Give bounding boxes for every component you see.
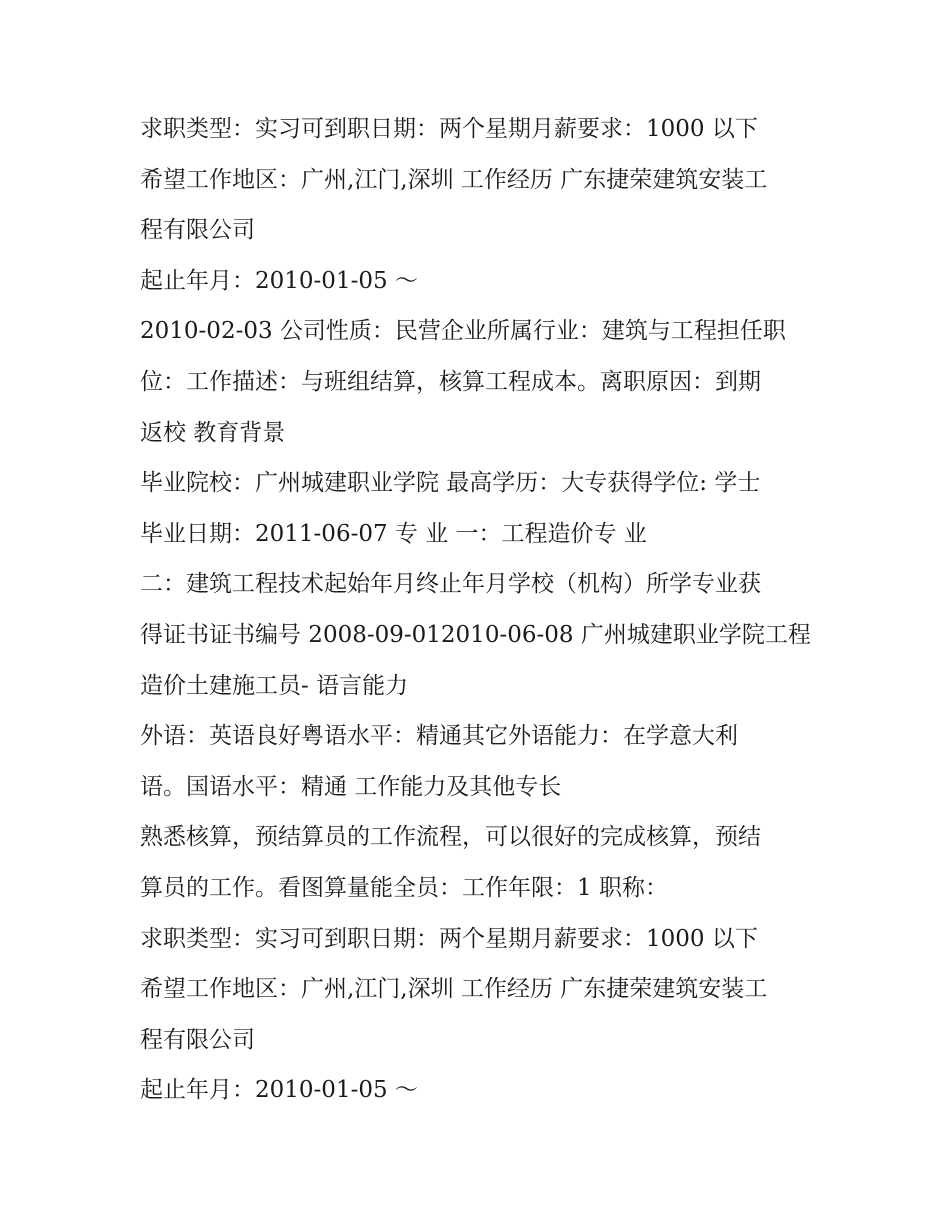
- text-line: 程有限公司: [140, 217, 255, 244]
- text-line: 起止年月：2010-01-05 ～: [140, 1077, 418, 1104]
- text-line: 得证书证书编号 2008-09-012010-06-08 广州城建职业学院工程: [140, 621, 811, 648]
- text-line: 位：工作描述：与班组结算，核算工程成本。离职原因：到期: [140, 368, 761, 395]
- text-line: 二：建筑工程技术起始年月终止年月学校（机构）所学专业获: [140, 571, 761, 598]
- text-line: 程有限公司: [140, 1026, 255, 1053]
- text-line: 毕业日期：2011-06-07 专 业 一：工程造价专 业: [140, 520, 647, 547]
- text-line: 2010-02-03 公司性质：民营企业所属行业：建筑与工程担任职: [140, 318, 786, 345]
- text-line: 返校 教育背景: [140, 419, 286, 446]
- text-line: 语。国语水平：精通 工作能力及其他专长: [140, 773, 562, 800]
- text-line: 求职类型：实习可到职日期：两个星期月薪要求：1000 以下: [140, 925, 758, 952]
- text-line: 希望工作地区：广州,江门,深圳 工作经历 广东捷荣建筑安装工: [140, 976, 768, 1003]
- text-line: 熟悉核算，预结算员的工作流程，可以很好的完成核算，预结: [140, 824, 761, 851]
- document-body: [140, 104, 820, 1116]
- text-line: 外语：英语良好粤语水平：精通其它外语能力：在学意大利: [140, 723, 738, 750]
- text-line: 造价土建施工员- 语言能力: [140, 672, 409, 699]
- text-line: 毕业院校：广州城建职业学院 最高学历：大专获得学位: 学士: [140, 470, 761, 497]
- text-line: 算员的工作。看图算量能全员：工作年限：1 职称：: [140, 874, 668, 901]
- text-line: 希望工作地区：广州,江门,深圳 工作经历 广东捷荣建筑安装工: [140, 166, 768, 193]
- text-line: 起止年月：2010-01-05 ～: [140, 267, 418, 294]
- text-line: 求职类型：实习可到职日期：两个星期月薪要求：1000 以下: [140, 116, 758, 142]
